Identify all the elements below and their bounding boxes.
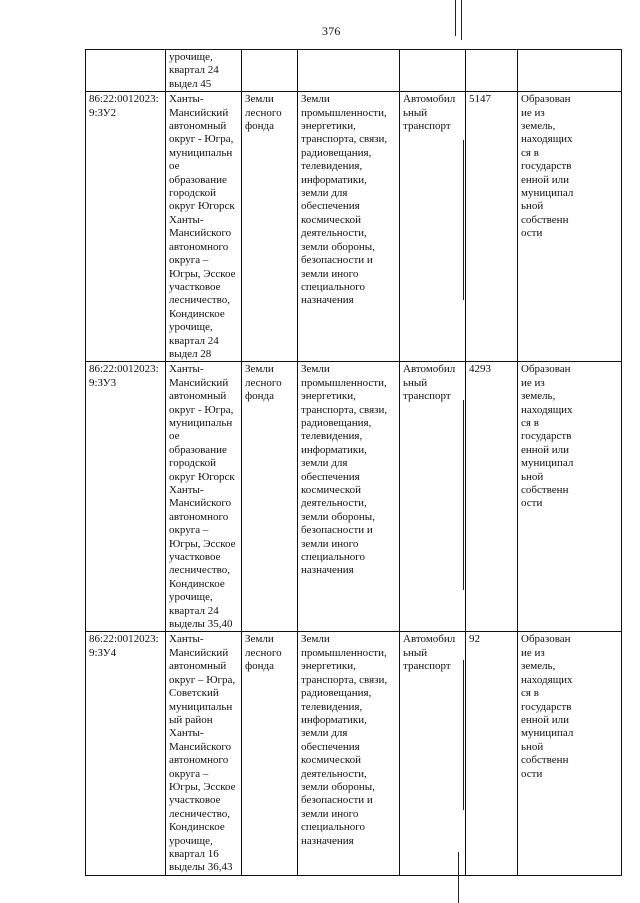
page-number: 376 <box>322 24 341 38</box>
transport-type-cell: Автомобил ьный транспорт <box>400 362 466 632</box>
transport-cell <box>400 50 466 92</box>
formation-note-cell: Образован ие из земель, находящих ся в государств енной или муниципал ьной собственн ости <box>518 362 622 632</box>
permitted-use-cell: Земли промышленности, энергетики, транспорта, связи, радиовещания, телевидения, информатики, земли для обеспечения космической деятельности, земли обороны, безопасности и земли иного специального назначения <box>298 362 400 632</box>
cadastral-id-cell: 86:22:0012023: 9:ЗУ2 <box>86 92 166 362</box>
permitted-use-cell: Земли промышленности, энергетики, транспорта, связи, радиовещания, телевидения, информатики, земли для обеспечения космической деятельности, земли обороны, безопасности и земли иного специального назначения <box>298 632 400 875</box>
category-cell <box>242 50 298 92</box>
land-category-cell: Земли лесного фонда <box>242 362 298 632</box>
location-cell: урочище, квартал 24 выдел 45 <box>166 50 242 92</box>
location-cell: Ханты- Мансийский автономный округ - Югра, муниципальн ое образование городской округ Югорск Ханты- Мансийского автономного округа – Югры, Эсское участковое лесничество, Кондинское урочище, квартал 24 выделы 35,40 <box>166 362 242 632</box>
table-row <box>86 362 622 632</box>
area-cell: 92 <box>466 632 518 875</box>
use-cell <box>298 50 400 92</box>
note-cell <box>518 50 622 92</box>
location-cell: Ханты- Мансийский автономный округ – Югра, Советский муниципальн ый район Ханты- Мансийского автономного округа – Югры, Эсское участковое лесничество, Кондинское урочище, квартал 16 выделы 36,43 <box>166 632 242 875</box>
transport-type-cell: Автомобил ьный транспорт <box>400 632 466 875</box>
scan-mark-top <box>461 0 462 40</box>
id-cell <box>86 50 166 92</box>
table-row-continuation <box>86 50 622 92</box>
land-category-cell: Земли лесного фонда <box>242 632 298 875</box>
table-row <box>86 632 622 875</box>
table-row <box>86 92 622 362</box>
scan-mark-top <box>455 0 456 36</box>
area-cell: 4293 <box>466 362 518 632</box>
land-category-cell: Земли лесного фонда <box>242 92 298 362</box>
cadastral-id-cell: 86:22:0012023: 9:ЗУ3 <box>86 362 166 632</box>
transport-type-cell: Автомобил ьный транспорт <box>400 92 466 362</box>
formation-note-cell: Образован ие из земель, находящих ся в государств енной или муниципал ьной собственн ости <box>518 632 622 875</box>
permitted-use-cell: Земли промышленности, энергетики, транспорта, связи, радиовещания, телевидения, информатики, земли для обеспечения космической деятельности, земли обороны, безопасности и земли иного специального назначения <box>298 92 400 362</box>
area-cell <box>466 50 518 92</box>
land-plots-table <box>85 49 622 876</box>
formation-note-cell: Образован ие из земель, находящих ся в государств енной или муниципал ьной собственн ости <box>518 92 622 362</box>
cadastral-id-cell: 86:22:0012023: 9:ЗУ4 <box>86 632 166 875</box>
area-cell: 5147 <box>466 92 518 362</box>
location-cell: Ханты- Мансийский автономный округ - Югра, муниципальн ое образование городской округ Югорск Ханты- Мансийского автономного округа – Югры, Эсское участковое лесничество, Кондинское урочище, квартал 24 выдел 28 <box>166 92 242 362</box>
